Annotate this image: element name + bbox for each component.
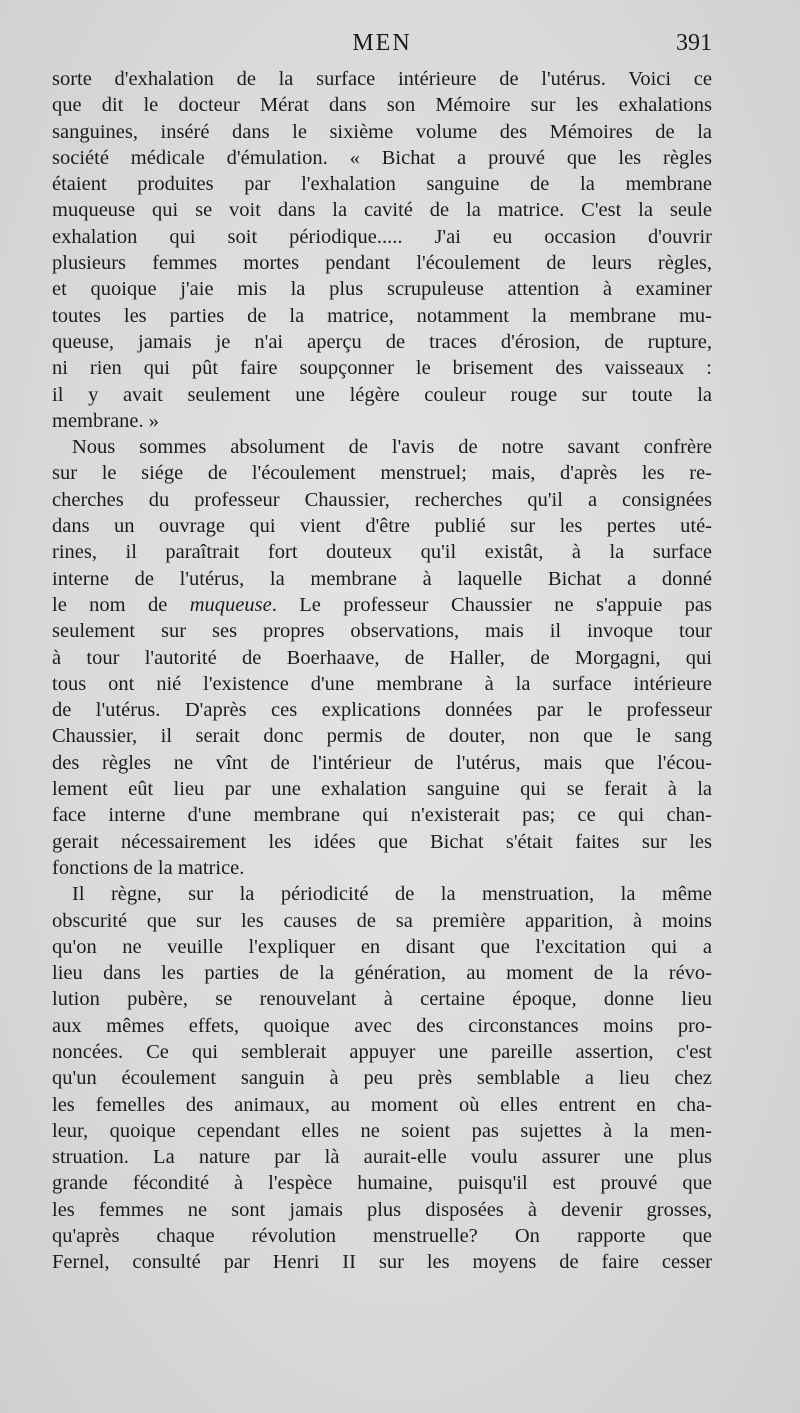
text-line: obscurité que sur les causes de sa première apparition, à moins xyxy=(52,909,712,932)
page-header xyxy=(52,30,712,62)
text-line: de l'utérus. D'après ces explications données par le professeur xyxy=(52,699,712,722)
text-line: sorte d'exhalation de la surface intérieure de l'utérus. Voici ce xyxy=(52,68,712,90)
text-line: des règles ne vînt de l'intérieur de l'utérus, mais que l'écou- xyxy=(52,751,712,774)
text-line: struation. La nature par là aurait-elle voulu assurer une plus xyxy=(52,1146,712,1169)
text-line: interne de l'utérus, la membrane à laquelle Bichat a donné xyxy=(52,567,712,590)
text-line: toutes les parties de la matrice, notamment la membrane mu- xyxy=(52,304,712,327)
text-line: qu'un écoulement sanguin à peu près semblable a lieu chez xyxy=(52,1067,712,1090)
text-line: qu'après chaque révolution menstruelle? On rapporte que xyxy=(52,1225,712,1248)
body-text xyxy=(52,66,712,1276)
text-line: dans un ouvrage qui vient d'être publié sur les pertes uté- xyxy=(52,515,712,538)
text-line: plusieurs femmes mortes pendant l'écoulement de leurs règles, xyxy=(52,252,712,275)
text-line: les femelles des animaux, au moment où elles entrent en cha- xyxy=(52,1093,712,1116)
running-title: MEN xyxy=(352,30,412,56)
text-line: il y avait seulement une légère couleur rouge sur toute la xyxy=(52,383,712,406)
text-line: muqueuse qui se voit dans la cavité de la matrice. C'est la seule xyxy=(52,199,712,222)
page-number: 391 xyxy=(676,30,712,56)
text-line: aux mêmes effets, quoique avec des circonstances moins pro- xyxy=(52,1014,712,1037)
text-line: sanguines, inséré dans le sixième volume des Mémoires de la xyxy=(52,120,712,143)
text-line: noncées. Ce qui semblerait appuyer une pareille assertion, c'est xyxy=(52,1040,712,1063)
text-line: étaient produites par l'exhalation sanguine de la membrane xyxy=(52,173,712,196)
text-line: et quoique j'aie mis la plus scrupuleuse attention à examiner xyxy=(52,278,712,301)
text-line: lement eût lieu par une exhalation sanguine qui se ferait à la xyxy=(52,778,712,801)
text-line: à tour l'autorité de Boerhaave, de Haller, de Morgagni, qui xyxy=(52,646,712,669)
text-line: seulement sur ses propres observations, mais il invoque tour xyxy=(52,620,712,643)
text-line: queuse, jamais je n'ai aperçu de traces d'érosion, de rupture, xyxy=(52,330,712,353)
text-line: société médicale d'émulation. « Bichat a prouvé que les règles xyxy=(52,146,712,169)
text-line: grande fécondité à l'espèce humaine, puisqu'il est prouvé que xyxy=(52,1172,712,1195)
text-line: gerait nécessairement les idées que Bichat s'était faites sur les xyxy=(52,830,712,853)
text-line: fonctions de la matrice. xyxy=(52,856,245,879)
text-line: leur, quoique cependant elles ne soient pas sujettes à la men- xyxy=(52,1119,712,1142)
italic-term: muqueuse xyxy=(189,593,272,616)
text-line: les femmes ne sont jamais plus disposées à devenir grosses, xyxy=(52,1198,712,1221)
text-line: rines, il paraîtrait fort douteux qu'il existât, à la surface xyxy=(52,541,712,564)
text-line: Fernel, consulté par Henri II sur les moyens de faire cesser xyxy=(52,1251,712,1274)
text-line: lution pubère, se renouvelant à certaine époque, donne lieu xyxy=(52,988,712,1011)
text-line: face interne d'une membrane qui n'existerait pas; ce qui chan- xyxy=(52,804,712,827)
text-line: que dit le docteur Mérat dans son Mémoire sur les exhalations xyxy=(52,94,712,117)
text-line: lieu dans les parties de la génération, au moment de la révo- xyxy=(52,962,712,985)
text-line: Nous sommes absolument de l'avis de notre savant confrère xyxy=(72,436,712,459)
text-line: sur le siége de l'écoulement menstruel; mais, d'après les re- xyxy=(52,462,712,485)
text-line: cherches du professeur Chaussier, recherches qu'il a consignées xyxy=(52,488,712,511)
text-line: Chaussier, il serait donc permis de douter, non que le sang xyxy=(52,725,712,748)
text-line: qu'on ne veuille l'expliquer en disant que l'excitation qui a xyxy=(52,935,712,958)
text-line: ni rien qui pût faire soupçonner le brisement des vaisseaux : xyxy=(52,357,712,380)
text-line: membrane. » xyxy=(52,409,160,432)
text-line: le nom de muqueuse. Le professeur Chaussier ne s'appuie pas xyxy=(52,593,713,616)
text-line: tous ont nié l'existence d'une membrane à la surface intérieure xyxy=(52,672,712,695)
text-line: exhalation qui soit périodique..... J'ai eu occasion d'ouvrir xyxy=(52,225,712,248)
text-line: Il règne, sur la périodicité de la menstruation, la même xyxy=(72,883,712,906)
